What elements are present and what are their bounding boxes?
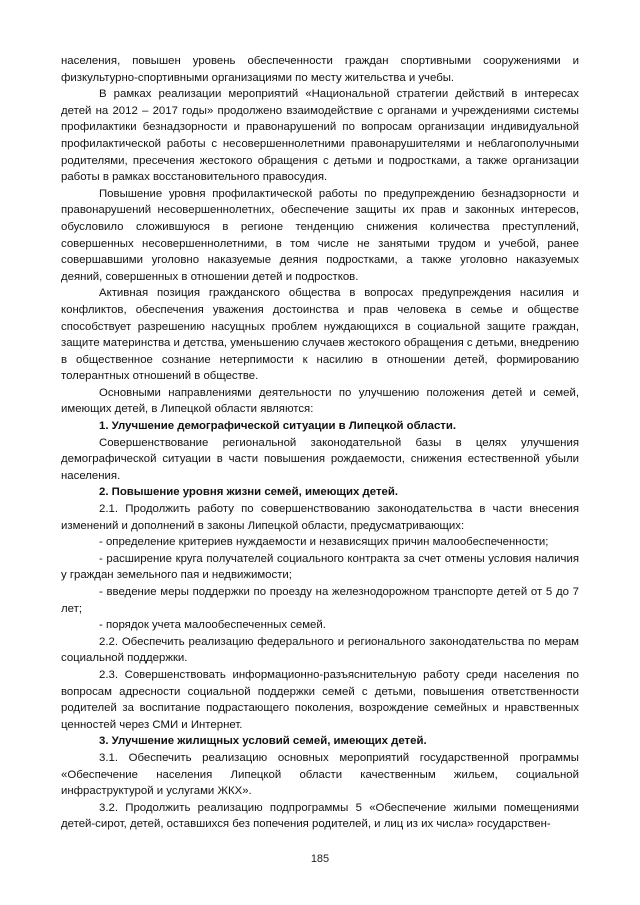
document-page bbox=[61, 53, 579, 833]
list-item-criteria: - определение критериев нуждаемости и независящих причин малообеспеченности; bbox=[99, 536, 549, 549]
paragraph-national-strategy: В рамках реализации мероприятий «Национальной стратегии действий в интересах детей на 2012 – 2017 годы» продолжено взаимодействие с органами и учреждениями системы профилактики безнадзорности и правонарушений по вопросам организации индивидуальной профилактической работы с несовершеннолетними правонарушителями и неблагополучными родителями, пресечения жестокого обращения с детьми и подростками, а также организации работы в рамках восстановительного правосудия. bbox=[61, 88, 579, 184]
heading-section-3: 3. Улучшение жилищных условий семей, имеющих детей. bbox=[99, 735, 427, 748]
paragraph-2-1: 2.1. Продолжить работу по совершенствованию законодательства в части внесения изменений и дополнений в законы Липецкой области, предусматривающих: bbox=[61, 503, 579, 532]
paragraph-main-directions: Основными направлениями деятельности по улучшению положения детей и семей, имеющих детей, в Липецкой области являются: bbox=[61, 386, 579, 416]
paragraph-2-2: 2.2. Обеспечить реализацию федерального и регионального законодательства по мерам социальной поддержки. bbox=[61, 635, 579, 665]
heading-section-1: 1. Улучшение демографической ситуации в Липецкой области. bbox=[99, 420, 457, 433]
paragraph-continuation: населения, повышен уровень обеспеченности граждан спортивными сооружениями и физкультурно-спортивными организациями по месту жительства и учебы. bbox=[61, 55, 579, 84]
paragraph-3-1: 3.1. Обеспечить реализацию основных мероприятий государственной программы «Обеспечение населения Липецкой области качественным жильем, социальной инфраструктурой и услугами ЖКХ». bbox=[61, 751, 579, 798]
list-item-accounting: - порядок учета малообеспеченных семей. bbox=[99, 619, 326, 632]
list-item-railway-support: - введение меры поддержки по проезду на железнодорожном транспорте детей от 5 до 7 лет; bbox=[61, 586, 579, 615]
paragraph-civil-society: Активная позиция гражданского общества в вопросах предупреждения насилия и конфликтов, обеспечения уважения достоинства и прав человека в семье и обществе способствует разрешению насущных проблем нуждающихся в социальной защите граждан, защите материнства и детства, уменьшению случаев жестокого обращения с детьми, внедрению в общественное сознание нетерпимости к насилию в отношении детей, формированию толерантных отношений в обществе. bbox=[61, 287, 580, 383]
list-item-social-contract: - расширение круга получателей социального контракта за счет отмены условия наличия у граждан земельного пая и недвижимости; bbox=[61, 552, 579, 582]
paragraph-prevention: Повышение уровня профилактической работы по предупреждению безнадзорности и правонарушений несовершеннолетних, обеспечение защиты их прав и законных интересов, обусловило сложившуюся в регионе тенденцию снижения количества преступлений, совершенных несовершеннолетними, в том числе не занятыми трудом и учебой, ранее совершавшими уголовно наказуемые деяния подростками, а также уголовно наказуемых деяний, совершенных в отношении детей и подростков. bbox=[61, 187, 579, 283]
page-number: 185 bbox=[310, 853, 330, 865]
heading-section-2: 2. Повышение уровня жизни семей, имеющих детей. bbox=[99, 486, 399, 499]
paragraph-legislative-base: Совершенствование региональной законодательной базы в целях улучшения демографической ситуации в части повышения рождаемости, снижения естественной убыли населения. bbox=[61, 436, 579, 482]
paragraph-3-2: 3.2. Продолжить реализацию подпрограммы 5 «Обеспечение жилыми помещениями детей-сирот, детей, оставшихся без попечения родителей, и лиц из их числа» государствен- bbox=[61, 801, 579, 831]
paragraph-2-3: 2.3. Совершенствовать информационно-разъяснительную работу среди населения по вопросам адресности социальной поддержки семей с детьми, повышения ответственности родителей за воспитание подрастающего поколения, возрождение семейных и нравственных ценностей через СМИ и Интернет. bbox=[61, 668, 579, 731]
